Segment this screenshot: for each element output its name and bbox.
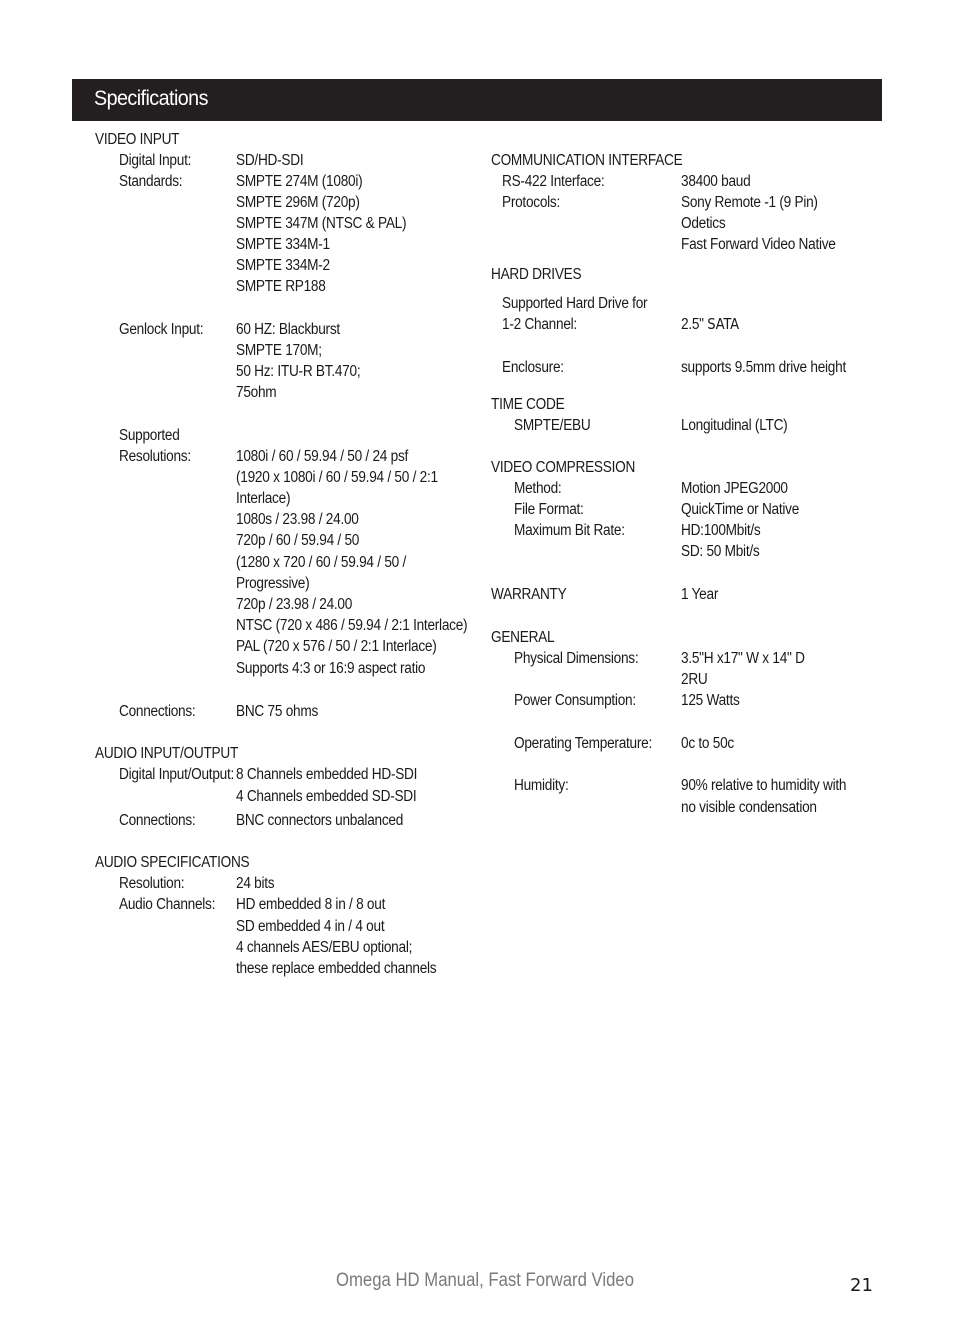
- spec-label: Digital Input/Output:: [119, 766, 235, 783]
- spec-label: Supported Hard Drive for: [502, 295, 648, 312]
- spec-value: 4 channels AES/EBU optional;: [236, 939, 413, 956]
- spec-label: Digital Input:: [119, 152, 192, 169]
- spec-value: 8 Channels embedded HD-SDI: [236, 766, 418, 783]
- section-heading: VIDEO INPUT: [95, 131, 180, 148]
- spec-value: Sony Remote -1 (9 Pin): [681, 194, 818, 211]
- spec-label: Enclosure:: [502, 359, 564, 376]
- spec-value: (1920 x 1080i / 60 / 59.94 / 50 / 2:1: [236, 469, 438, 486]
- spec-label: Supported: [119, 427, 180, 444]
- spec-value: 60 HZ: Blackburst: [236, 321, 340, 338]
- spec-value: Fast Forward Video Native: [681, 236, 836, 253]
- spec-label: 1-2 Channel:: [502, 316, 577, 333]
- spec-value: HD:100Mbit/s: [681, 522, 761, 539]
- spec-value: these replace embedded channels: [236, 960, 437, 977]
- drive-interface: SATA: [707, 315, 739, 333]
- spec-label: Genlock Input:: [119, 321, 204, 338]
- spec-value: no visible condensation: [681, 799, 817, 816]
- spec-value: 3.5"H x17" W x 14" D: [681, 650, 805, 667]
- page-title: Specifications: [94, 87, 208, 110]
- spec-value: HD embedded 8 in / 8 out: [236, 896, 386, 913]
- spec-value: [681, 314, 739, 335]
- spec-value: SMPTE 170M;: [236, 342, 322, 359]
- section-heading: HARD DRIVES: [491, 266, 582, 283]
- spec-value: PAL (720 x 576 / 50 / 2:1 Interlace): [236, 638, 437, 655]
- spec-value: 0c to 50c: [681, 735, 734, 752]
- section-header-bar: [72, 79, 882, 121]
- spec-value: 1080i / 60 / 59.94 / 50 / 24 psf: [236, 448, 409, 465]
- spec-label: Audio Channels:: [119, 896, 216, 913]
- spec-value: 720p / 23.98 / 24.00: [236, 596, 353, 613]
- spec-value: Motion JPEG2000: [681, 480, 788, 497]
- spec-value: 50 Hz: ITU-R BT.470;: [236, 363, 361, 380]
- spec-value: SD: 50 Mbit/s: [681, 543, 760, 560]
- spec-label: Protocols:: [502, 194, 561, 211]
- spec-label: Resolution:: [119, 875, 185, 892]
- spec-value: 2RU: [681, 671, 708, 688]
- spec-label: RS-422 Interface:: [502, 173, 605, 190]
- spec-value: Interlace): [236, 490, 291, 507]
- section-heading: TIME CODE: [491, 396, 565, 413]
- spec-value: Longitudinal (LTC): [681, 417, 788, 434]
- spec-value: SMPTE RP188: [236, 278, 326, 295]
- spec-label: Method:: [514, 480, 562, 497]
- spec-value: 75ohm: [236, 384, 277, 401]
- spec-label: Connections:: [119, 812, 196, 829]
- spec-value: BNC connectors unbalanced: [236, 812, 404, 829]
- section-heading: GENERAL: [491, 629, 555, 646]
- spec-value: 38400 baud: [681, 173, 751, 190]
- spec-label: Connections:: [119, 703, 196, 720]
- spec-value: 125 Watts: [681, 692, 740, 709]
- section-heading: AUDIO INPUT/OUTPUT: [95, 745, 239, 762]
- spec-value: QuickTime or Native: [681, 501, 800, 518]
- spec-value: 24 bits: [236, 875, 275, 892]
- spec-label: Power Consumption:: [514, 692, 636, 709]
- section-heading: WARRANTY: [491, 586, 567, 603]
- section-heading: VIDEO COMPRESSION: [491, 459, 636, 476]
- spec-value: SMPTE 334M-2: [236, 257, 330, 274]
- spec-label: Humidity:: [514, 777, 569, 794]
- spec-value: (1280 x 720 / 60 / 59.94 / 50 /: [236, 554, 407, 571]
- spec-label: SMPTE/EBU: [514, 417, 591, 434]
- drive-size: 2.5": [681, 316, 704, 333]
- spec-value: NTSC (720 x 486 / 59.94 / 2:1 Interlace): [236, 617, 468, 634]
- spec-label: Maximum Bit Rate:: [514, 522, 625, 539]
- spec-label: Resolutions:: [119, 448, 191, 465]
- spec-value: BNC 75 ohms: [236, 703, 319, 720]
- page-number: 21: [850, 1275, 873, 1296]
- spec-value: 1080s / 23.98 / 24.00: [236, 511, 359, 528]
- spec-value: SD/HD-SDI: [236, 152, 304, 169]
- section-heading: COMMUNICATION INTERFACE: [491, 152, 683, 169]
- spec-value: SMPTE 347M (NTSC & PAL): [236, 215, 407, 232]
- spec-value: 1 Year: [681, 586, 719, 603]
- spec-value: Supports 4:3 or 16:9 aspect ratio: [236, 660, 426, 677]
- spec-value: 4 Channels embedded SD-SDI: [236, 788, 417, 805]
- spec-value: 720p / 60 / 59.94 / 50: [236, 532, 360, 549]
- spec-label: Operating Temperature:: [514, 735, 653, 752]
- spec-value: SMPTE 274M (1080i): [236, 173, 363, 190]
- spec-value: 90% relative to humidity with: [681, 777, 847, 794]
- spec-value: Progressive): [236, 575, 310, 592]
- spec-value: SMPTE 296M (720p): [236, 194, 360, 211]
- spec-value: supports 9.5mm drive height: [681, 359, 846, 376]
- spec-label: Standards:: [119, 173, 183, 190]
- spec-label: Physical Dimensions:: [514, 650, 639, 667]
- spec-value: SD embedded 4 in / 4 out: [236, 918, 385, 935]
- footer-title: Omega HD Manual, Fast Forward Video: [336, 1270, 634, 1291]
- spec-label: File Format:: [514, 501, 584, 518]
- spec-value: Odetics: [681, 215, 726, 232]
- spec-value: SMPTE 334M-1: [236, 236, 330, 253]
- section-heading: AUDIO SPECIFICATIONS: [95, 854, 250, 871]
